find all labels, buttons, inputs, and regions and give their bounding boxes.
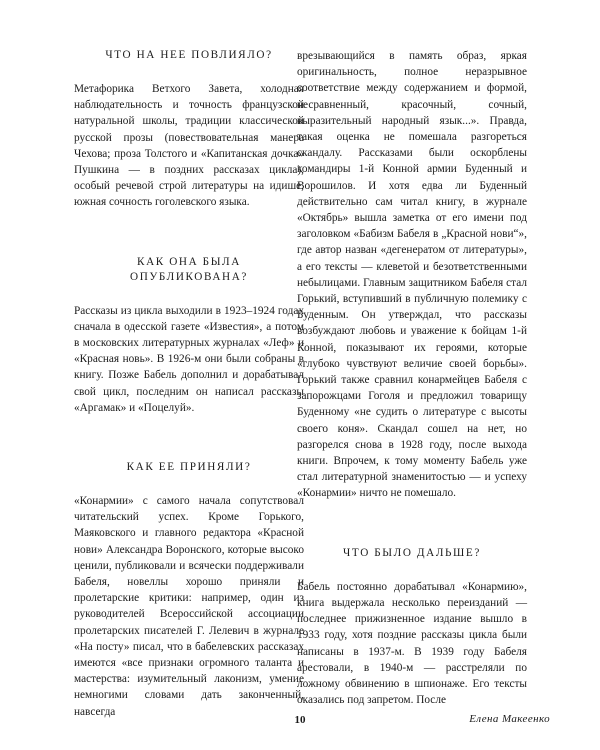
paragraph-publication: Рассказы из цикла выходили в 1923–1924 годах сначала в одесской газете «Известия», а потом в московских литературных журналах «Леф» и «Красная новь». В 1926-м они были собраны в книгу. Позже Бабель дополнил и дорабатывал свой цикл, последним он написал рассказы «Аргамак» и «Поцелуй». [74,304,304,414]
paragraph-aftermath: Бабель постоянно дорабатывал «Конармию», книга выдержала несколько переизданий — последнее прижизненное издание вышло в 1933 году, хотя поздние рассказы цикла были написаны в 1937-м. В 1939 году Бабеля арестовали, в 1940-м — расстреляли по ложному обвинению в шпионаже. Его тексты оказались под запретом. После [297,580,527,707]
running-footer-author: Елена Макеенко [469,713,550,725]
section-heading-influences: ЧТО НА НЕЕ ПОВЛИЯЛО? [105,49,273,61]
paragraph-reception-continued: врезывающийся в память образ, яркая оригинальность, полное неразрывное соответствие между содержанием и формой, несравненный, красочный, сочный, выразительный народный язык...». Правда, такая оценка не помешала разгореться скандалу. Рассказами были оскорблены командиры 1-й Конной армии Буденный и Ворошилов. И хотя едва ли Буденный действительно сам читал книгу, в журнале «Октябрь» вышла заметка от его имени под заголовком «Бабизм Бабеля в „Красной нови“», где автор назван «дегенератом от литературы», а его тексты — клеветой и безответственными небылицами. Главным защитником Бабеля стал Горький, вступивший в публичную полемику с Буденным. Он утверждал, что рассказы возбуждают любовь и уважение к бойцам 1-й Конной, показывают их героями, которые «глубоко чувствуют величие своей борьбы». Горький также сравнил конармейцев Бабеля с запорожцами Гоголя и предложил товарищу Буденному «не судить о литературе с высоты своего коня». Скандал сошел на нет, но разгорелся снова в 1928 году, после выхода книги. Впрочем, к тому моменту Бабель уже стал литературной знаменитостью — и успеху «Конармии» ничто не помешало. [297,50,527,500]
page-number: 10 [294,714,306,726]
paragraph-influences: Метафорика Ветхого Завета, холодная наблюдательность и точность французской натуральной школы, традиции классической русской прозы (повествовательная манера Чехова; проза Толстого и «Капитанская дочка» Пушкина — в поздних рассказах цикла), особый речевой строй литературы на идише, южная сочность гоголевского языка. [74,83,304,209]
right-column [297,48,527,708]
heading-line-2: ОПУБЛИКОВАНА? [130,270,248,283]
section-heading-aftermath: ЧТО БЫЛО ДАЛЬШЕ? [343,546,481,559]
left-column [74,48,304,720]
section-heading-publication [74,255,304,285]
section-heading-reception: КАК ЕЕ ПРИНЯЛИ? [126,461,252,474]
paragraph-reception: «Конармии» с самого начала сопутствовал читательский успех. Кроме Горького, Маяковского и главного редактора «Красной нови» Александра Воронского, которые высоко ценили, публиковали и всячески поддерживали Бабеля, новеллы хорошо приняли и пролетарские критики: например, один из руководителей Всероссийской ассоциации пролетарских писателей Г. Лелевич в журнале «На посту» писал, что в бабелевских рассказах имеются «все признаки огромного таланта и мастерства: изумительный лаконизм, умение немногими словами дать законченный, навсегда [74,495,304,718]
heading-line-1: КАК ОНА БЫЛА [137,255,241,268]
